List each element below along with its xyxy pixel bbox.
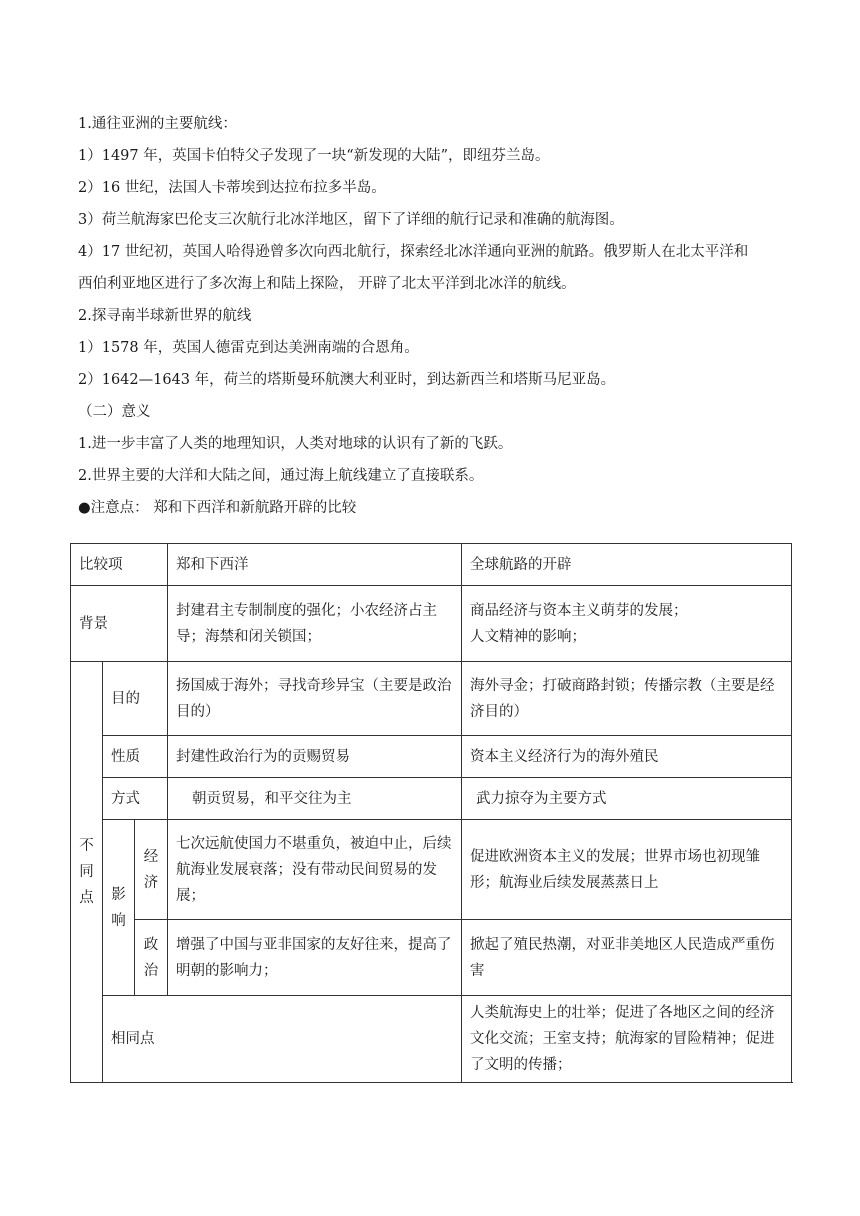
background-global-line: 商品经济与资本主义萌芽的发展； [470, 602, 688, 619]
table-row-politics [71, 920, 792, 996]
nature-zheng: 封建性政治行为的贡赐贸易 [168, 736, 462, 778]
note-heading: ●注意点： 郑和下西洋和新航路开辟的比较 [78, 500, 357, 516]
row-label-politics [135, 920, 168, 996]
purpose-global: 海外寻金；打破商路封锁；传播宗教（主要是经济目的） [462, 662, 792, 736]
method-global-text: 武力掠夺为主要方式 [476, 790, 607, 807]
background-zheng: 封建君主专制制度的强化；小农经济占主导；海禁和闭关锁国； [168, 586, 462, 662]
method-global [462, 778, 792, 820]
header-zheng: 郑和下西洋 [168, 544, 462, 586]
economy-global: 促进欧洲资本主义的发展；世界市场也初现雏形；航海业后续发展蒸蒸日上 [462, 820, 792, 920]
row-label-nature: 性质 [103, 736, 168, 778]
row-label-background: 背景 [71, 586, 168, 662]
row-label-similarities: 相同点 [103, 996, 462, 1083]
politics-global: 掀起了殖民热潮，对亚非美地区人民造成严重伤害 [462, 920, 792, 996]
paragraph-item: 西伯利亚地区进行了多次海上和陆上探险， 开辟了北太平洋到北冰洋的航线。 [78, 276, 576, 292]
politics-zheng: 增强了中国与亚非国家的友好往来，提高了明朝的影响力； [168, 920, 462, 996]
heading-significance: （二）意义 [78, 404, 151, 420]
row-label-differences [71, 662, 103, 1083]
method-zheng [168, 778, 462, 820]
table-row-nature [71, 736, 792, 778]
header-item: 比较项 [71, 544, 168, 586]
paragraph-item: 2）1642—1643 年，荷兰的塔斯曼环航澳大利亚时，到达新西兰和塔斯马尼亚岛。 [78, 372, 616, 388]
table-row-similarities [71, 996, 792, 1083]
row-label-purpose: 目的 [103, 662, 168, 736]
header-global: 全球航路的开辟 [462, 544, 792, 586]
heading-southern-routes: 2.探寻南半球新世界的航线 [78, 308, 252, 324]
paragraph-item: 3）荷兰航海家巴伦支三次航行北冰洋地区，留下了详细的航行记录和准确的航海图。 [78, 212, 624, 228]
paragraph-item: 1）1497 年，英国卡伯特父子发现了一块“新发现的大陆”，即纽芬兰岛。 [78, 148, 550, 164]
row-label-method: 方式 [103, 778, 168, 820]
paragraph-item: 2）16 世纪，法国人卡蒂埃到达拉布拉多半岛。 [78, 180, 386, 196]
paragraph-item: 4）17 世纪初，英国人哈得逊曾多次向西北航行，探索经北冰洋通向亚洲的航路。俄罗斯人在北太平洋和 [78, 244, 749, 260]
background-global [462, 586, 792, 662]
heading-asia-routes: 1.通往亚洲的主要航线： [78, 116, 237, 132]
row-label-economy [135, 820, 168, 920]
purpose-zheng: 扬国威于海外；寻找奇珍异宝（主要是政治目的） [168, 662, 462, 736]
method-zheng-text: 朝贡贸易，和平交往为主 [192, 790, 352, 807]
nature-global: 资本主义经济行为的海外殖民 [462, 736, 792, 778]
row-label-impact [103, 820, 135, 996]
similarities-text: 人类航海史上的壮举；促进了各地区之间的经济文化交流；王室支持；航海家的冒险精神；促进了文明的传播； [462, 996, 792, 1083]
paragraph-item: 2.世界主要的大洋和大陆之间，通过海上航线建立了直接联系。 [78, 468, 484, 484]
differences-label: 不同点 [79, 838, 94, 906]
document-body [78, 108, 790, 524]
table-row-economy [71, 820, 792, 920]
table-row-method [71, 778, 792, 820]
paragraph-item: 1）1578 年，英国人德雷克到达美洲南端的合恩角。 [78, 340, 419, 356]
background-global-line: 人文精神的影响； [470, 628, 587, 645]
comparison-table [70, 543, 792, 1083]
impact-label: 影响 [111, 886, 126, 929]
politics-label: 政治 [143, 936, 159, 979]
economy-label: 经济 [143, 848, 159, 891]
economy-zheng: 七次远航使国力不堪重负，被迫中止，后续航海业发展衰落；没有带动民间贸易的发展； [168, 820, 462, 920]
table-header-row [71, 544, 792, 586]
table-row-purpose [71, 662, 792, 736]
paragraph-item: 1.进一步丰富了人类的地理知识，人类对地球的认识有了新的飞跃。 [78, 436, 513, 452]
table-row-background [71, 586, 792, 662]
